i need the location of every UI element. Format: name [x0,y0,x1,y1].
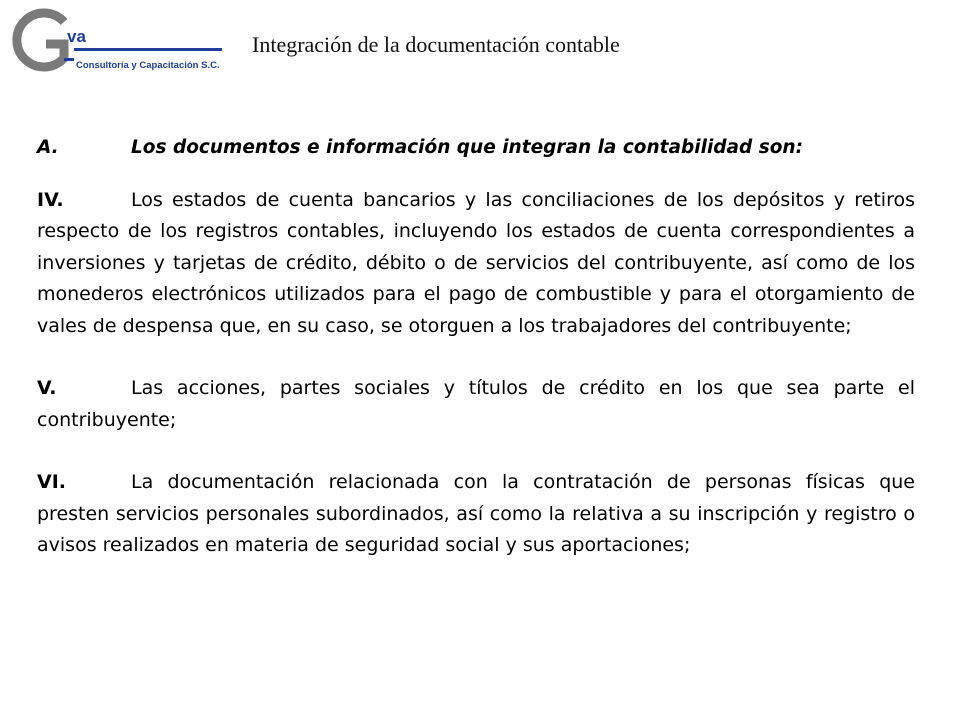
list-item-number: IV. [37,188,64,211]
list-item-vi [37,467,915,562]
logo-bar-top [74,48,222,51]
document-body [37,132,915,593]
list-item-text: Los estados de cuenta bancarios y las conciliaciones de los depósitos y retiros respecto de los registros contables, incluyendo los estados de cuenta correspondientes a inversiones y tarjetas de crédito, débito o de servicios del contribuyente, así como de los monederos electrónicos utilizados para el pago de combustible y para el otorgamiento de vales de despensa que, en su caso, se otorguen a los trabajadores del contribuyente; [37,188,915,337]
page-title: Integración de la documentación contable [252,32,620,57]
logo-bar-small [64,58,74,61]
company-logo [4,8,226,76]
list-item-text: La documentación relacionada con la contratación de personas físicas que presten servicios personales subordinados, así como la relativa a su inscripción y registro o avisos realizados en materia de seguridad social y sus aportaciones; [37,471,915,556]
logo-mark [4,8,226,76]
logo-company-name: Consultoría y Capacitación S.C. [76,60,220,71]
list-item-text: Las acciones, partes sociales y títulos de crédito en los que sea parte el contribuyente; [37,377,915,431]
list-item-number: V. [37,377,57,399]
list-item-number: VI. [37,471,66,493]
section-heading [37,132,915,164]
logo-initials: va [67,27,86,46]
list-item-v [37,373,915,436]
section-heading-number: A. [37,137,59,158]
list-item-iv [37,185,915,343]
section-heading-text: Los documentos e información que integran la contabilidad son: [131,137,803,158]
logo-g-shape [17,13,64,67]
